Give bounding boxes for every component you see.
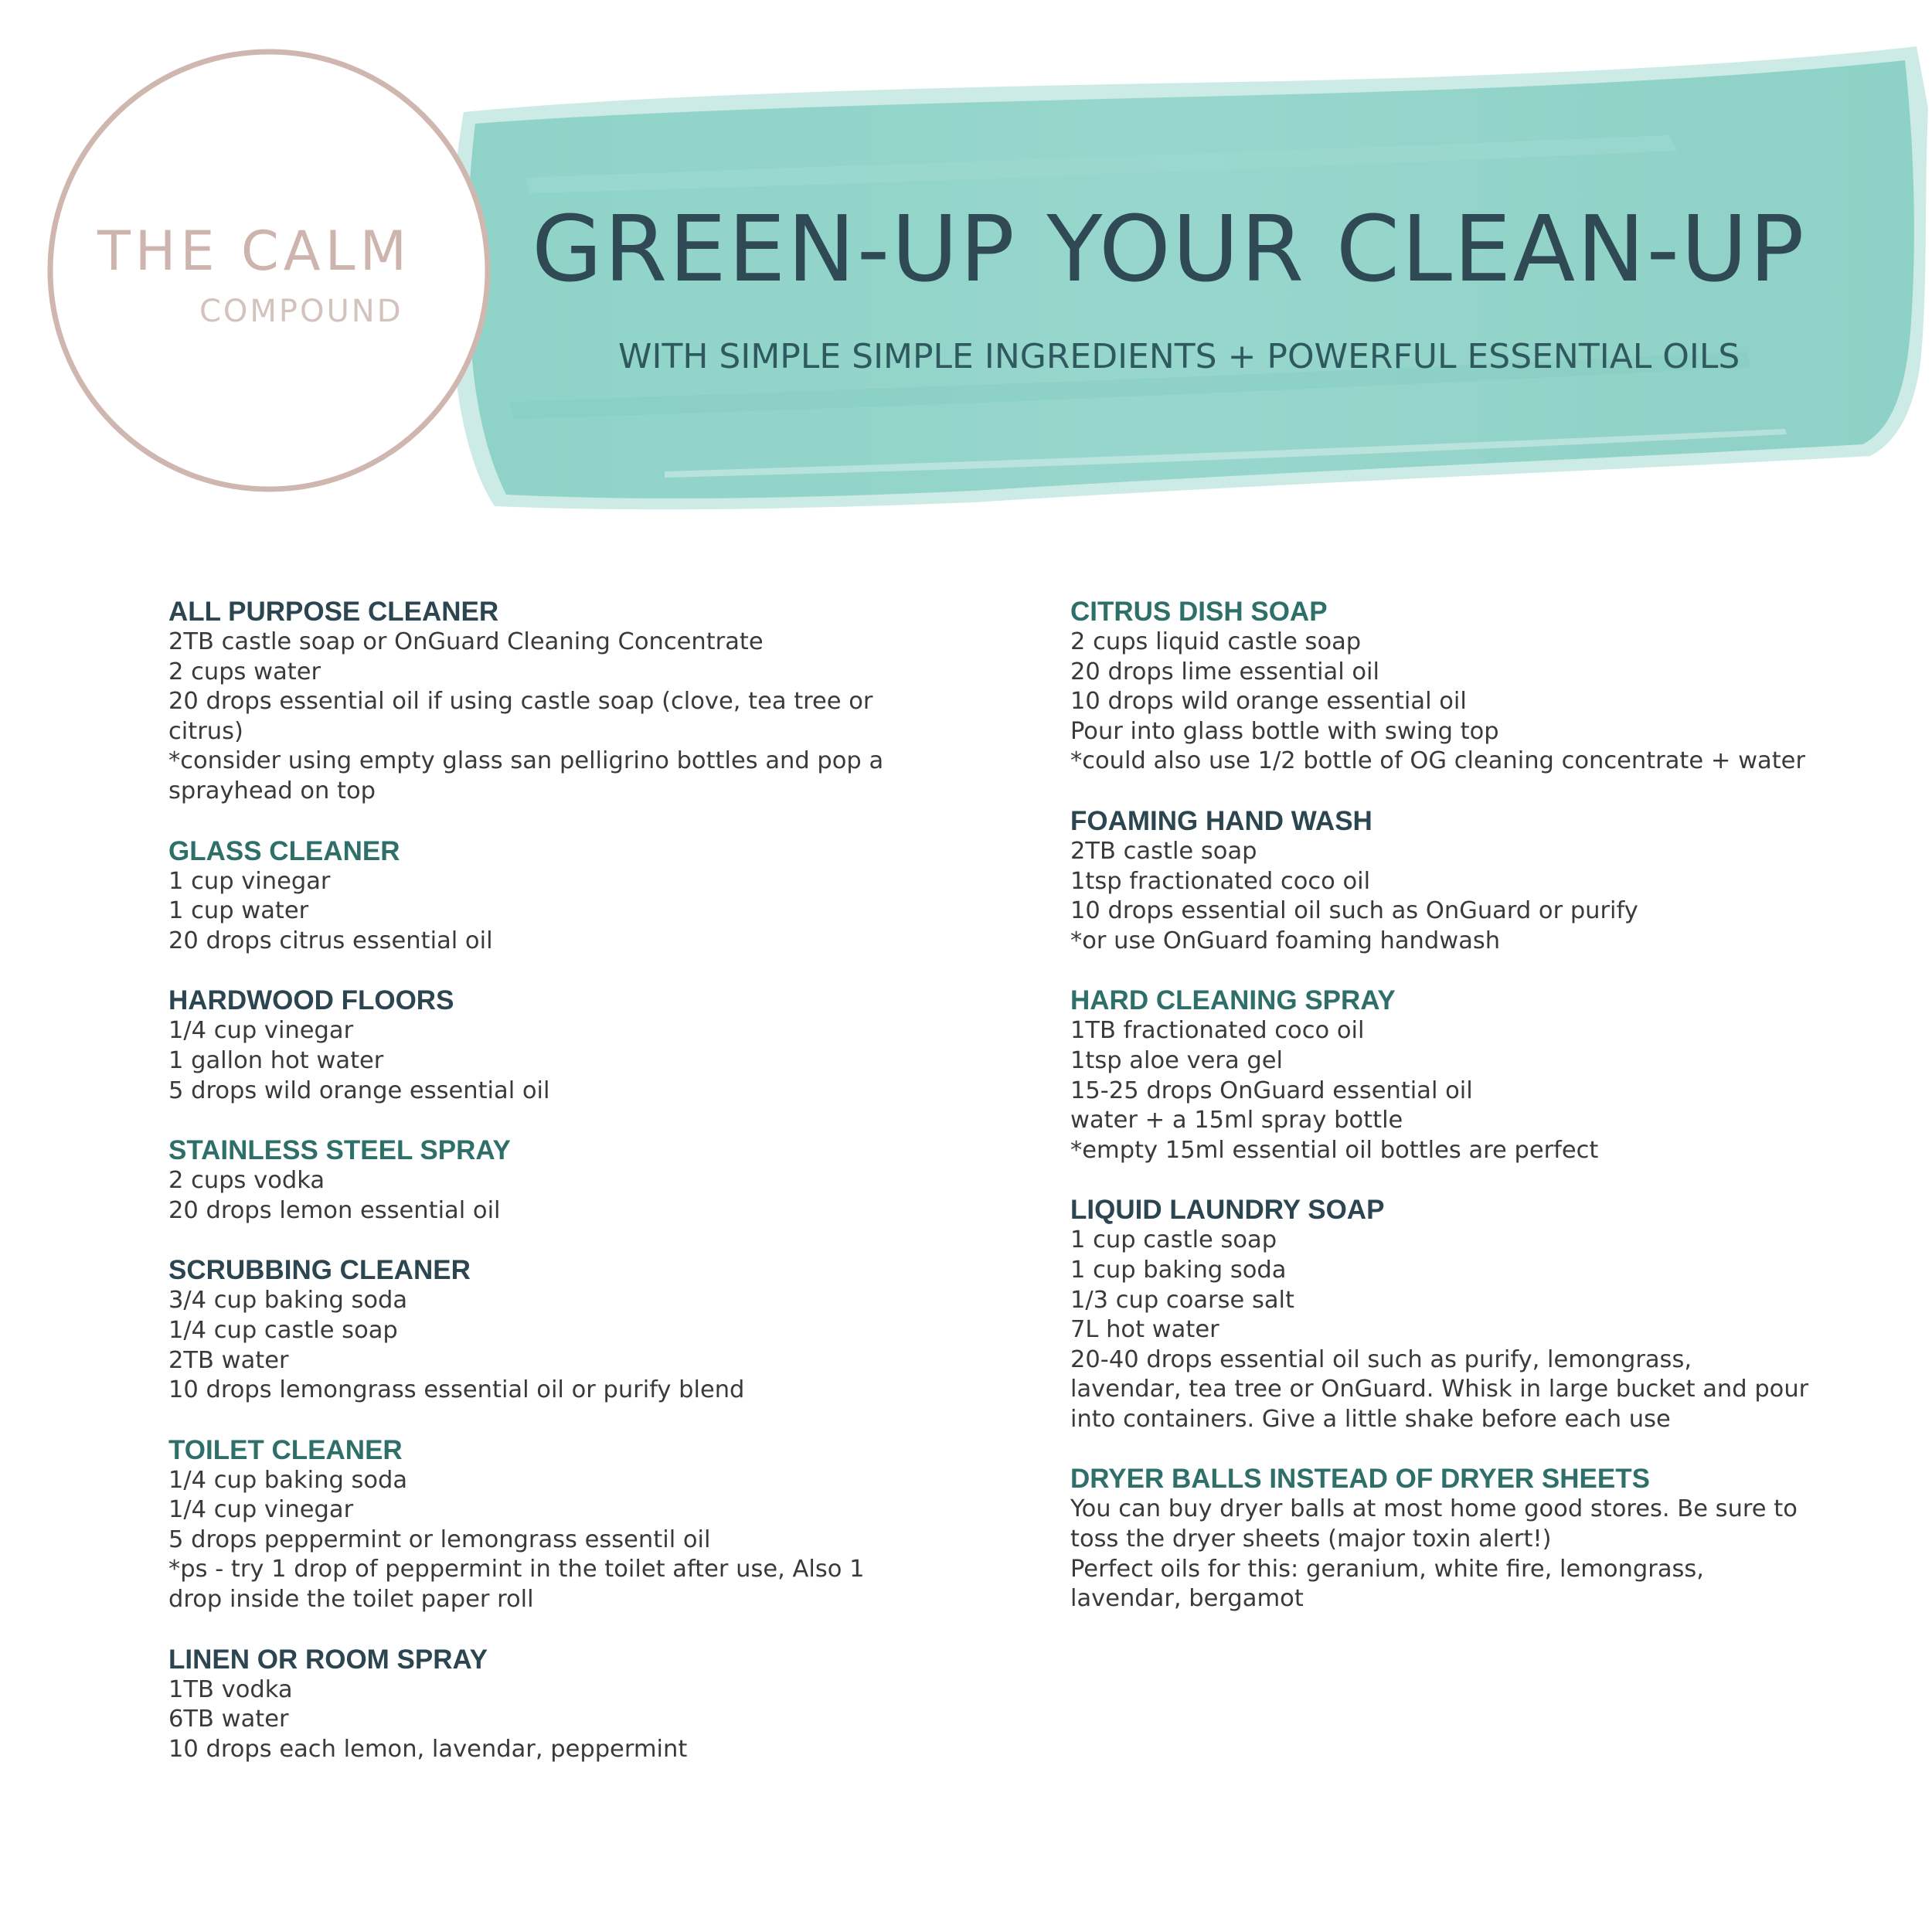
recipe-line: 1tsp aloe vera gel xyxy=(1070,1046,1283,1074)
recipe-line: 1/4 cup baking soda xyxy=(168,1466,408,1494)
recipe-line: *empty 15ml essential oil bottles are perfect xyxy=(1070,1136,1599,1164)
recipe-line: 5 drops wild orange essential oil xyxy=(168,1077,550,1104)
recipe-line: 5 drops peppermint or lemongrass essentil oil xyxy=(168,1526,711,1553)
recipe-hardwood-floors xyxy=(168,985,941,1106)
recipe-line: 2 cups liquid castle soap xyxy=(1070,628,1362,655)
recipe-line: Perfect oils for this: geranium, white fire, lemongrass, xyxy=(1070,1555,1704,1583)
recipe-line: citrus) xyxy=(168,717,243,745)
recipe-line: 7L hot water xyxy=(1070,1316,1219,1344)
recipe-title: DRYER BALLS INSTEAD OF DRYER SHEETS xyxy=(1070,1464,1650,1495)
recipe-dryer-balls xyxy=(1070,1464,1851,1614)
recipe-line: 1TB fractionated coco oil xyxy=(1070,1017,1365,1045)
recipe-line: 10 drops essential oil such as OnGuard or purify xyxy=(1070,897,1638,925)
recipe-title: LINEN OR ROOM SPRAY xyxy=(168,1644,488,1675)
recipe-stainless-steel-spray xyxy=(168,1135,941,1226)
recipe-linen-or-room-spray xyxy=(168,1645,941,1765)
recipe-citrus-dish-soap xyxy=(1070,597,1851,777)
recipe-line: 2TB castle soap or OnGuard Cleaning Concentrate xyxy=(168,628,764,655)
recipe-line: 1 cup baking soda xyxy=(1070,1256,1287,1284)
recipe-line: 10 drops lemongrass essential oil or purify blend xyxy=(168,1376,745,1404)
recipe-line: 2 cups water xyxy=(168,658,321,685)
recipe-line: 1 gallon hot water xyxy=(168,1046,384,1074)
recipe-title: CITRUS DISH SOAP xyxy=(1070,597,1328,627)
recipe-line: 1 cup vinegar xyxy=(168,867,331,895)
logo-name: THE CALM xyxy=(97,219,412,283)
logo-subtitle: COMPOUND xyxy=(199,294,403,329)
recipe-line: 10 drops wild orange essential oil xyxy=(1070,688,1467,716)
recipe-scrubbing-cleaner xyxy=(168,1255,941,1405)
recipe-line: *ps - try 1 drop of peppermint in the toilet after use, Also 1 xyxy=(168,1556,865,1583)
recipe-line: drop inside the toilet paper roll xyxy=(168,1586,534,1614)
recipe-line: 20 drops citrus essential oil xyxy=(168,927,493,954)
recipe-title: GLASS CLEANER xyxy=(168,835,400,866)
recipe-line: *could also use 1/2 bottle of OG cleaning concentrate + water xyxy=(1070,747,1805,775)
right-column xyxy=(1070,597,1851,1644)
recipe-title: TOILET CLEANER xyxy=(168,1434,403,1465)
recipe-title: ALL PURPOSE CLEANER xyxy=(168,597,499,627)
recipe-line: 20 drops lime essential oil xyxy=(1070,658,1379,685)
recipe-line: sprayhead on top xyxy=(168,777,376,804)
recipe-toilet-cleaner xyxy=(168,1435,941,1615)
recipe-title: STAINLESS STEEL SPRAY xyxy=(168,1135,511,1166)
recipe-all-purpose-cleaner xyxy=(168,597,941,807)
recipe-title: HARD CLEANING SPRAY xyxy=(1070,985,1396,1016)
recipe-line: 2TB castle soap xyxy=(1070,837,1257,865)
recipe-glass-cleaner xyxy=(168,836,941,957)
recipe-line: 1TB vodka xyxy=(168,1675,293,1703)
recipe-line: lavendar, tea tree or OnGuard. Whisk in large bucket and pour xyxy=(1070,1376,1809,1403)
recipe-line: *consider using empty glass san pelligrino bottles and pop a xyxy=(168,747,884,775)
recipe-line: 2TB water xyxy=(168,1346,289,1374)
recipe-line: 1/4 cup vinegar xyxy=(168,1496,354,1524)
recipe-hard-cleaning-spray xyxy=(1070,985,1851,1165)
page-subtitle: WITH SIMPLE SIMPLE INGREDIENTS + POWERFUL ESSENTIAL OILS xyxy=(618,337,1740,376)
recipe-line: Pour into glass bottle with swing top xyxy=(1070,717,1499,745)
recipe-line: toss the dryer sheets (major toxin alert!) xyxy=(1070,1526,1552,1553)
recipe-line: 15-25 drops OnGuard essential oil xyxy=(1070,1077,1473,1104)
left-column xyxy=(168,597,941,1794)
recipe-title: LIQUID LAUNDRY SOAP xyxy=(1070,1195,1385,1226)
recipe-line: 2 cups vodka xyxy=(168,1167,325,1195)
recipe-line: 1/4 cup vinegar xyxy=(168,1017,354,1045)
recipe-line: 20 drops essential oil if using castle soap (clove, tea tree or xyxy=(168,688,873,716)
recipe-line: 20-40 drops essential oil such as purify, lemongrass, xyxy=(1070,1345,1692,1373)
recipe-line: into containers. Give a little shake before each use xyxy=(1070,1405,1671,1433)
recipe-line: 6TB water xyxy=(168,1706,289,1733)
recipe-title: SCRUBBING CLEANER xyxy=(168,1255,471,1286)
recipe-line: 20 drops lemon essential oil xyxy=(168,1196,501,1224)
recipe-line: *or use OnGuard foaming handwash xyxy=(1070,927,1501,954)
recipe-line: 1 cup water xyxy=(168,897,309,925)
recipe-liquid-laundry-soap xyxy=(1070,1195,1851,1434)
page-title: GREEN-UP YOUR CLEAN-UP xyxy=(532,196,1806,302)
recipe-line: 10 drops each lemon, lavendar, peppermint xyxy=(168,1735,688,1763)
recipe-line: You can buy dryer balls at most home good stores. Be sure to xyxy=(1070,1495,1798,1523)
recipe-line: lavendar, bergamot xyxy=(1070,1585,1304,1613)
recipe-line: 1 cup castle soap xyxy=(1070,1226,1277,1254)
recipe-line: 1tsp fractionated coco oil xyxy=(1070,867,1371,895)
recipe-line: water + a 15ml spray bottle xyxy=(1070,1107,1403,1134)
recipe-title: HARDWOOD FLOORS xyxy=(168,985,454,1016)
recipe-line: 1/3 cup coarse salt xyxy=(1070,1286,1294,1314)
recipe-foaming-hand-wash xyxy=(1070,806,1851,956)
recipe-title: FOAMING HAND WASH xyxy=(1070,805,1372,836)
recipe-line: 3/4 cup baking soda xyxy=(168,1287,408,1315)
recipe-line: 1/4 cup castle soap xyxy=(168,1316,398,1344)
